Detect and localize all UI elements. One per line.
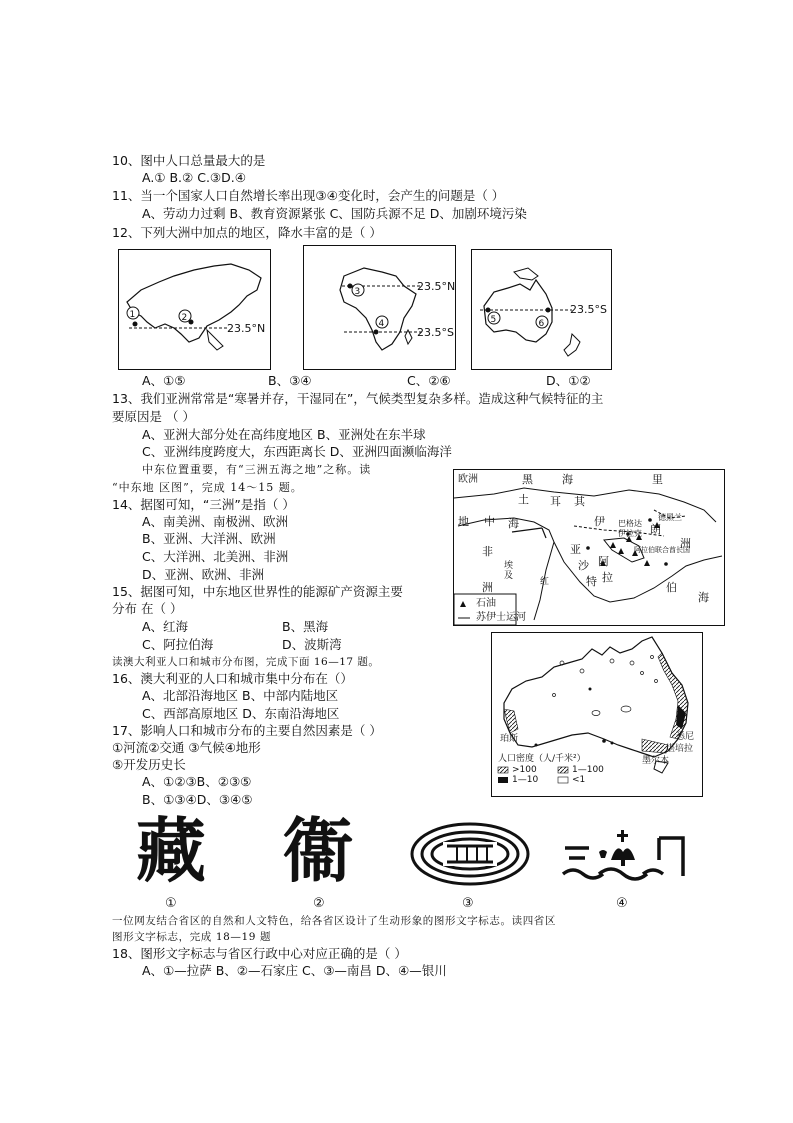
- q11-options: A、劳动力过剩 B、教育资源紧张 C、国防兵源不足 D、加剧环境污染: [142, 206, 527, 221]
- logo-tibet-glyph: 藏: [136, 809, 206, 892]
- australia-map: [491, 632, 703, 797]
- me-label-europe: 欧洲: [458, 474, 478, 485]
- q18-options: A、①—拉萨 B、②—石家庄 C、③—南昌 D、④—银川: [142, 963, 447, 978]
- q17-stem: 17、影响人口和城市分布的主要自然因素是（ ）: [112, 723, 382, 738]
- me-label-2: 海: [562, 473, 573, 486]
- me-label-tehran: 德黑兰: [658, 513, 682, 522]
- me-label-3: 里: [652, 473, 663, 486]
- q16-options-line2: C、西部高原地区 D、东南沿海地区: [142, 706, 340, 721]
- q12-option-d: D、①②: [546, 373, 591, 388]
- q15-stem-line1: 15、据图可知，中东地区世界性的能源矿产资源主要: [112, 584, 403, 599]
- q16-options-line1: A、北部沿海地区 B、中部内陆地区: [142, 688, 339, 703]
- logo-hebei: [256, 810, 380, 892]
- me-label-baghdad: 巴格达: [618, 519, 642, 528]
- me-label-uae: 阿拉伯联合酋长国: [634, 546, 690, 554]
- africa-lat-s-label: 23.5°S: [417, 326, 454, 339]
- svg-text:1: 1: [129, 310, 136, 320]
- q17-options-line2: B、①③④D、③④⑤: [142, 792, 253, 807]
- svg-text:3: 3: [354, 287, 361, 297]
- logo-number-3: ③: [462, 896, 474, 911]
- aus-legend-4: <1: [572, 775, 586, 785]
- intro-16: 读澳大利亚人口和城市分布图，完成下面 16—17 题。: [112, 656, 380, 668]
- logo-number-1: ①: [165, 896, 177, 911]
- q12-option-b: B、③④: [268, 373, 312, 388]
- q16-stem: 16、澳大利亚的人口和城市集中分布在（）: [112, 671, 353, 686]
- q14-option-c: C、大洋洲、北美洲、非洲: [142, 549, 289, 564]
- logo-ningxia: [559, 828, 689, 890]
- logo-hebei-glyph: 衞: [283, 809, 353, 892]
- intro-14-line1: 中东位置重要，有“三洲五海之地”之称。读: [142, 463, 372, 476]
- logo-tibet: [112, 810, 230, 892]
- q13-options-line2: C、亚洲纬度跨度大，东西距离长 D、亚洲四面濒临海洋: [142, 444, 452, 459]
- me-label-14: 非: [482, 545, 493, 558]
- me-label-23: 及: [504, 571, 514, 581]
- q15-option-c: C、阿拉伯海: [142, 637, 214, 652]
- q13-stem-line1: 13、我们亚洲常常是“寒暑并存，干湿同在”，气候类型复杂多样。造成这种气候特征的主: [112, 391, 604, 406]
- me-label-10: 伊: [594, 515, 605, 528]
- aus-city-canberra: 堪培拉: [666, 744, 694, 754]
- q12-stem: 12、下列大洲中加点的地区，降水丰富的是（ ）: [112, 225, 382, 240]
- me-label-18: 拉: [602, 571, 613, 584]
- q15-option-b: B、黑海: [282, 619, 329, 634]
- q10-options: A.① B.② C.③D.④: [142, 170, 246, 185]
- me-label-13: 洲: [680, 537, 691, 550]
- me-label-9: 海: [508, 517, 519, 530]
- q14-option-d: D、亚洲、欧洲、非洲: [142, 567, 265, 582]
- intro-18-line1: 一位网友结合省区的自然和人文特色，给各省区设计了生动形象的图形文字标志。读四省区: [112, 915, 556, 927]
- me-label-17: 阿: [598, 555, 609, 568]
- logo-jiangxi: [409, 820, 531, 888]
- q11-stem: 11、当一个国家人口自然增长率出现③④变化时，会产生的问题是（ ）: [112, 188, 505, 203]
- q14-option-b: B、亚洲、大洋洲、欧洲: [142, 531, 276, 546]
- aus-legend-1: >100: [512, 765, 537, 775]
- me-label-11: 朗: [650, 523, 661, 536]
- me-label-19: 伯: [666, 581, 677, 594]
- me-label-1: 黑: [522, 473, 533, 486]
- me-label-5: 耳: [550, 495, 561, 508]
- q12-option-a: A、①⑤: [142, 373, 186, 388]
- q14-option-a: A、南美洲、南极洲、欧洲: [142, 514, 289, 529]
- logo-number-2: ②: [313, 896, 325, 911]
- q15-option-d: D、波斯湾: [282, 637, 342, 652]
- oceania-map: [471, 249, 612, 370]
- q15-stem-line2: 分布 在（ ）: [112, 601, 183, 616]
- me-label-iraq: 伊拉克: [618, 529, 642, 538]
- me-label-6: 其: [574, 495, 585, 508]
- intro-18-line2: 图形文字标志，完成 18—19 题: [112, 931, 272, 943]
- aus-city-perth: 珀斯: [500, 734, 519, 744]
- q13-options-line1: A、亚洲大部分处在高纬度地区 B、亚洲处在东半球: [142, 427, 426, 442]
- svg-text:5: 5: [490, 315, 497, 325]
- asia-map: [118, 249, 271, 370]
- me-label-4: 土: [518, 493, 529, 506]
- q15-option-a: A、红海: [142, 619, 189, 634]
- middle-east-map: [453, 469, 725, 626]
- q10-stem: 10、图中人口总量最大的是: [112, 153, 266, 168]
- svg-text:2: 2: [181, 313, 188, 323]
- logo-number-4: ④: [616, 896, 628, 911]
- me-label-7: 地: [458, 515, 469, 528]
- aus-legend-title: 人口密度（人/千米²）: [498, 754, 586, 764]
- me-label-22: 埃: [504, 561, 514, 571]
- me-label-8: 中: [484, 515, 495, 528]
- svg-text:6: 6: [538, 319, 545, 329]
- me-label-24: 红: [540, 577, 550, 587]
- q17-options-line1: A、①②③B、②③⑤: [142, 774, 252, 789]
- q17-line3: ⑤开发历史长: [112, 757, 186, 772]
- me-label-12: 亚: [570, 543, 581, 556]
- me-label-16: 特: [586, 575, 597, 588]
- q14-stem: 14、据图可知，“三洲”是指（ ）: [112, 497, 295, 512]
- aus-city-melbourne: 墨尔本: [642, 756, 670, 766]
- asia-lat-label: 23.5°N: [227, 322, 266, 335]
- me-legend-oil: 石油: [476, 598, 496, 609]
- svg-text:4: 4: [378, 319, 385, 329]
- intro-14-line2: “中东地 区图”，完成 14～15 题。: [112, 481, 303, 494]
- africa-map: [303, 245, 456, 370]
- aus-legend-2: 1—100: [572, 765, 604, 775]
- aus-city-sydney: 悉尼: [676, 732, 695, 742]
- q12-option-c: C、②⑥: [407, 373, 451, 388]
- oceania-lat-label: 23.5°S: [570, 303, 607, 316]
- q18-stem: 18、图形文字标志与省区行政中心对应正确的是（ ）: [112, 946, 407, 961]
- me-label-21: 洲: [482, 581, 493, 594]
- q13-stem-line2: 要原因是 （ ）: [112, 409, 195, 424]
- africa-lat-n-label: 23.5°N: [417, 280, 456, 293]
- aus-legend-3: 1—10: [512, 775, 539, 785]
- me-legend-canal: 苏伊士运河: [476, 612, 526, 623]
- q17-line2: ①河流②交通 ③气候④地形: [112, 740, 261, 755]
- me-label-20: 海: [698, 591, 709, 604]
- me-label-15: 沙: [578, 559, 589, 572]
